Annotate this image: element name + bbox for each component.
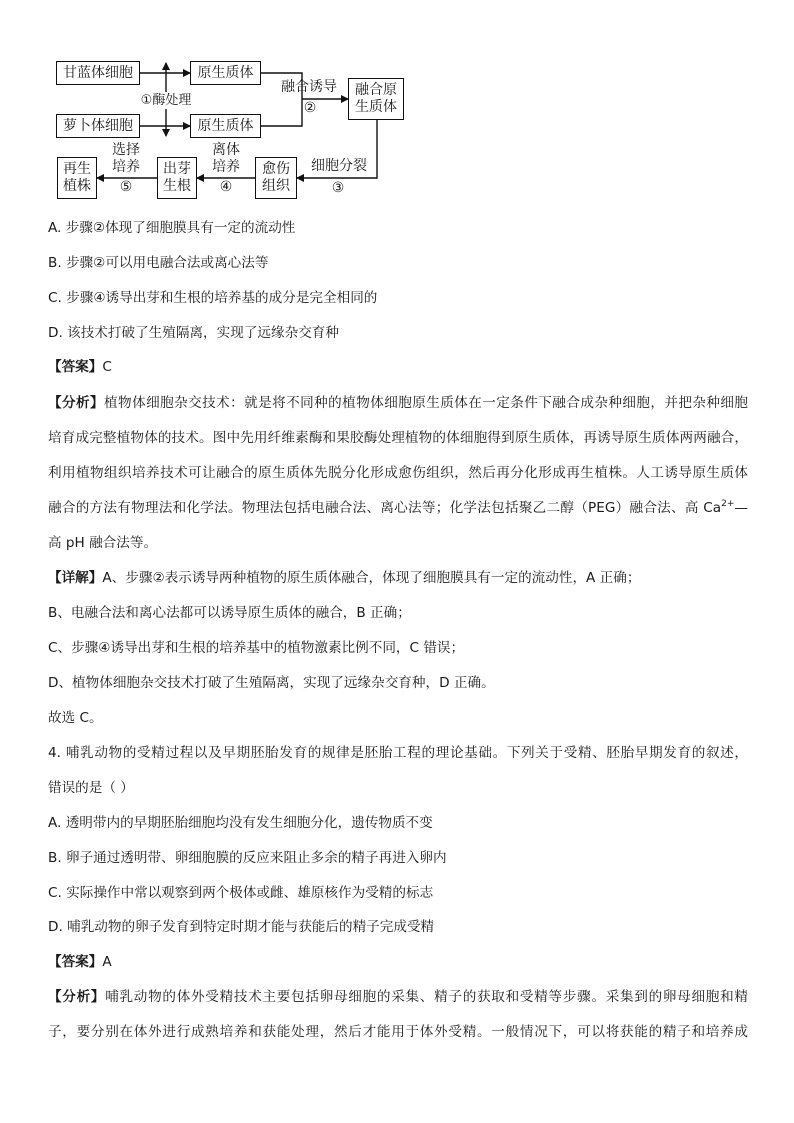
- q4-stem-line-2: 错误的是（ ）: [48, 780, 134, 796]
- label-cell-division: 细胞分裂: [311, 158, 367, 174]
- q3-analysis-line-1: [48, 393, 748, 413]
- q3-option-b: B. 步骤②可以用电融合法或离心法等: [48, 255, 269, 271]
- q3-ca-charge: 2+: [721, 499, 735, 509]
- box-protoplast-2: [190, 114, 261, 138]
- q3-option-c: C. 步骤④诱导出芽和生根的培养基的成分是完全相同的: [48, 290, 378, 306]
- q4-answer: [48, 952, 112, 972]
- box-protoplast-1: [190, 61, 261, 85]
- box-fused-line2: 生质体: [355, 99, 397, 115]
- box-luobo-cell-label: 萝卜体细胞: [63, 117, 133, 134]
- box-fused-line1: 融合原: [355, 82, 397, 98]
- q3-analysis-tag: 【分析】: [48, 395, 105, 411]
- q3-answer: [48, 357, 112, 377]
- box-callus-line2: 组织: [262, 178, 290, 194]
- label-step-3: ③: [331, 180, 345, 196]
- q3-analysis-text-4: 融合的方法有物理法和化学法。物理法包括电融合法、离心法等；化学法包括聚乙二醇（PEG）融合法、高 Ca: [48, 500, 722, 516]
- label-step-4: ④: [219, 179, 233, 195]
- q3-option-a: A. 步骤②体现了细胞膜具有一定的流动性: [48, 220, 296, 236]
- q3-analysis-line-4: [48, 498, 748, 518]
- q3-analysis-line-5: 高 pH 融合法等。: [48, 535, 158, 551]
- q4-option-a: A. 透明带内的早期胚胎细胞均没有发生细胞分化，遗传物质不变: [48, 815, 433, 831]
- q4-option-d: D. 哺乳动物的卵子发育到特定时期才能与获能后的精子完成受精: [48, 919, 435, 935]
- box-fused-protoplast: [348, 78, 404, 120]
- q3-detail-text-1: A、步骤②表示诱导两种植物的原生质体融合，体现了细胞膜具有一定的流动性，A 正确；: [102, 570, 641, 586]
- q3-analysis-text-1: 植物体细胞杂交技术：就是将不同种的植物体细胞原生质体在一定条件下融合成杂种细胞，并把杂种细胞: [104, 395, 749, 411]
- box-luobo-cell: [56, 114, 140, 138]
- label-selective-culture-2: 培养: [112, 159, 140, 175]
- q3-option-d: D. 该技术打破了生殖隔离，实现了远缘杂交育种: [48, 325, 339, 341]
- box-regenerated-plant: [57, 157, 97, 199]
- box-callus-line1: 愈伤: [262, 161, 290, 177]
- q3-analysis-line-3: 利用植物组织培养技术可让融合的原生质体先脱分化形成愈伤组织，然后再分化形成再生植株。人工诱导原生质体: [48, 465, 748, 481]
- label-in-vitro-culture-1: 离体: [212, 142, 240, 158]
- box-protoplast-1-label: 原生质体: [197, 64, 254, 81]
- label-selective-culture-1: 选择: [112, 142, 140, 158]
- label-step-2: ②: [303, 100, 317, 116]
- flow-diagram: [0, 0, 794, 215]
- box-ganlan-cell: [56, 61, 140, 85]
- q3-analysis-line-2: 培育成完整植物体的技术。图中先用纤维素酶和果胶酶处理植物的体细胞得到原生质体，再诱导原生质体两两融合，: [48, 430, 748, 446]
- q4-stem-line-1: 4. 哺乳动物的受精过程以及早期胚胎发育的规律是胚胎工程的理论基础。下列关于受精、胚胎早期发育的叙述，: [48, 745, 748, 761]
- q3-answer-value: C: [102, 359, 112, 375]
- q4-analysis-text-1: 哺乳动物的体外受精技术主要包括卵母细胞的采集、精子的获取和受精等步骤。采集到的卵母细胞和精: [105, 989, 748, 1005]
- q3-choose-c: 故选 C。: [48, 710, 103, 726]
- q3-detail-line-2: B、电融合法和离心法都可以诱导原生质体的融合，B 正确；: [48, 605, 411, 621]
- box-sprout-root: [157, 157, 197, 199]
- q3-detail-tag: 【详解】: [48, 570, 103, 586]
- q3-detail-line-3: C、步骤④诱导出芽和生根的培养基中的植物激素比例不同，C 错误；: [48, 640, 465, 656]
- label-step-5: ⑤: [119, 179, 133, 195]
- q3-ca-tail: —: [734, 500, 748, 516]
- q4-answer-value: A: [102, 954, 112, 970]
- box-ganlan-cell-label: 甘蓝体细胞: [63, 64, 133, 81]
- q4-option-b: B. 卵子通过透明带、卵细胞膜的反应来阻止多余的精子再进入卵内: [48, 850, 447, 866]
- q3-detail-line-4: D、植物体细胞杂交技术打破了生殖隔离，实现了远缘杂交育种，D 正确。: [48, 675, 495, 691]
- box-sprout-line2: 生根: [163, 178, 191, 194]
- label-fusion-induce: 融合诱导: [281, 79, 337, 95]
- box-protoplast-2-label: 原生质体: [197, 117, 254, 134]
- q3-detail-line-1: [48, 568, 640, 588]
- box-regen-line1: 再生: [63, 161, 91, 177]
- q4-analysis-tag: 【分析】: [48, 989, 106, 1005]
- q3-answer-tag: 【答案】: [48, 359, 103, 375]
- q4-answer-tag: 【答案】: [48, 954, 103, 970]
- label-enzyme: ①酶处理: [134, 92, 198, 109]
- box-callus: [255, 157, 297, 199]
- box-sprout-line1: 出芽: [163, 161, 191, 177]
- label-in-vitro-culture-2: 培养: [212, 159, 240, 175]
- q4-option-c: C. 实际操作中常以观察到两个极体或雌、雄原核作为受精的标志: [48, 885, 434, 901]
- box-regen-line2: 植株: [63, 178, 91, 194]
- q4-analysis-line-1: [48, 987, 748, 1007]
- q4-analysis-line-2: 子，要分别在体外进行成熟培养和获能处理，然后才能用于体外受精。一般情况下，可以将获能的精子和培养成: [48, 1024, 748, 1040]
